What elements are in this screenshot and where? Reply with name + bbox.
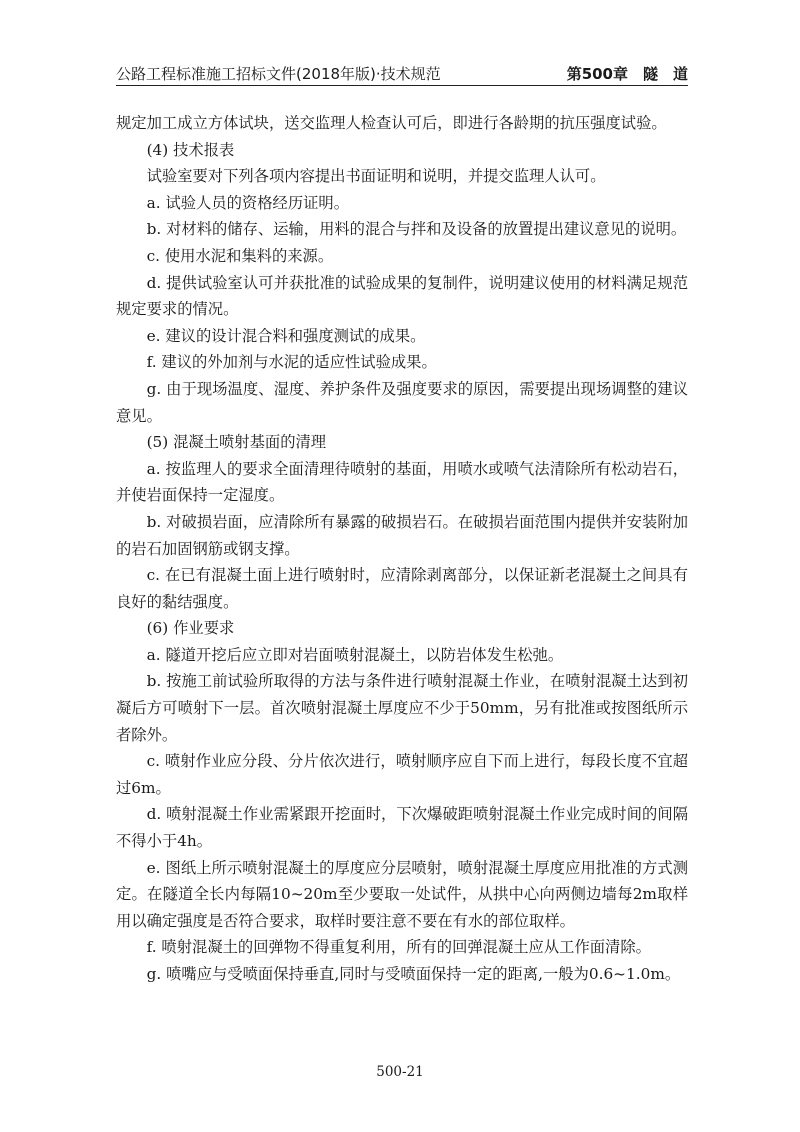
list-item: e. 建议的设计混合料和强度测试的成果。	[146, 326, 426, 345]
section-heading-work-requirements: (6) 作业要求	[146, 619, 235, 638]
list-item: c. 喷射作业应分段、分片依次进行，喷射顺序应自下而上进行，每段长度不宜超过6m。	[116, 752, 688, 797]
page-body	[116, 110, 688, 988]
list-item: d. 喷射混凝土作业需紧跟开挖面时，下次爆破距喷射混凝土作业完成时间的间隔不得小于4h。	[116, 805, 688, 851]
paragraph: 试验室要对下列各项内容提出书面证明和说明，并提交监理人认可。	[146, 167, 606, 186]
list-item: c. 在已有混凝土面上进行喷射时，应清除剥离部分，以保证新老混凝土之间具有良好的黏结强度。	[116, 566, 688, 611]
section-heading-technical-reports: (4) 技术报表	[146, 140, 235, 159]
list-item: b. 对材料的储存、运输，用料的混合与拌和及设备的放置提出建议意见的说明。	[146, 220, 687, 239]
list-item: c. 使用水泥和集料的来源。	[146, 246, 334, 265]
list-item: a. 隧道开挖后应立即对岩面喷射混凝土，以防岩体发生松弛。	[146, 645, 564, 664]
page-number: 500-21	[376, 1064, 424, 1080]
paragraph-continuation: 规定加工成立方体试块，送交监理人检查认可后，即进行各龄期的抗压强度试验。	[116, 114, 667, 132]
list-item: b. 对破损岩面，应清除所有暴露的破损岩石。在破损岩面范围内提供并安装附加的岩石加固钢筋或钢支撑。	[116, 512, 688, 558]
header-chapter-title: 第500章 隧 道	[566, 65, 688, 83]
list-item: b. 按施工前试验所取得的方法与条件进行喷射混凝土作业，在喷射混凝土达到初凝后方可喷射下一层。首次喷射混凝土厚度应不少于50mm，另有批准或按图纸所示者除外。	[116, 672, 688, 744]
section-heading-surface-cleaning: (5) 混凝土喷射基面的清理	[146, 433, 327, 452]
list-item: g. 由于现场温度、湿度、养护条件及强度要求的原因，需要提出现场调整的建议意见。	[116, 379, 688, 425]
list-item: f. 建议的外加剂与水泥的适应性试验成果。	[146, 353, 437, 372]
list-item: g. 喷嘴应与受喷面保持垂直,同时与受喷面保持一定的距离,一般为0.6~1.0m。	[146, 965, 681, 983]
list-item: f. 喷射混凝土的回弹物不得重复利用，所有的回弹混凝土应从工作面清除。	[146, 938, 651, 957]
list-item: a. 试验人员的资格经历证明。	[146, 193, 350, 212]
list-item: a. 按监理人的要求全面清理待喷射的基面，用喷水或喷气法清除所有松动岩石，并使岩面保持一定湿度。	[116, 459, 688, 505]
list-item: e. 图纸上所示喷射混凝土的厚度应分层喷射，喷射混凝土厚度应用批准的方式测定。在隧道全长内每隔10~20m至少要取一处试件，从拱中心向两侧边墙每2m取样用以确定强度是否符合要求，取样时要注意不要在有水的部位取样。	[116, 858, 688, 930]
header-document-title: 公路工程标准施工招标文件(2018年版)·技术规范	[116, 65, 441, 83]
header-rule	[116, 85, 688, 86]
page-header	[116, 58, 688, 84]
list-item: d. 提供试验室认可并获批准的试验成果的复制件，说明建议使用的材料满足规范规定要求的情况。	[116, 273, 688, 319]
